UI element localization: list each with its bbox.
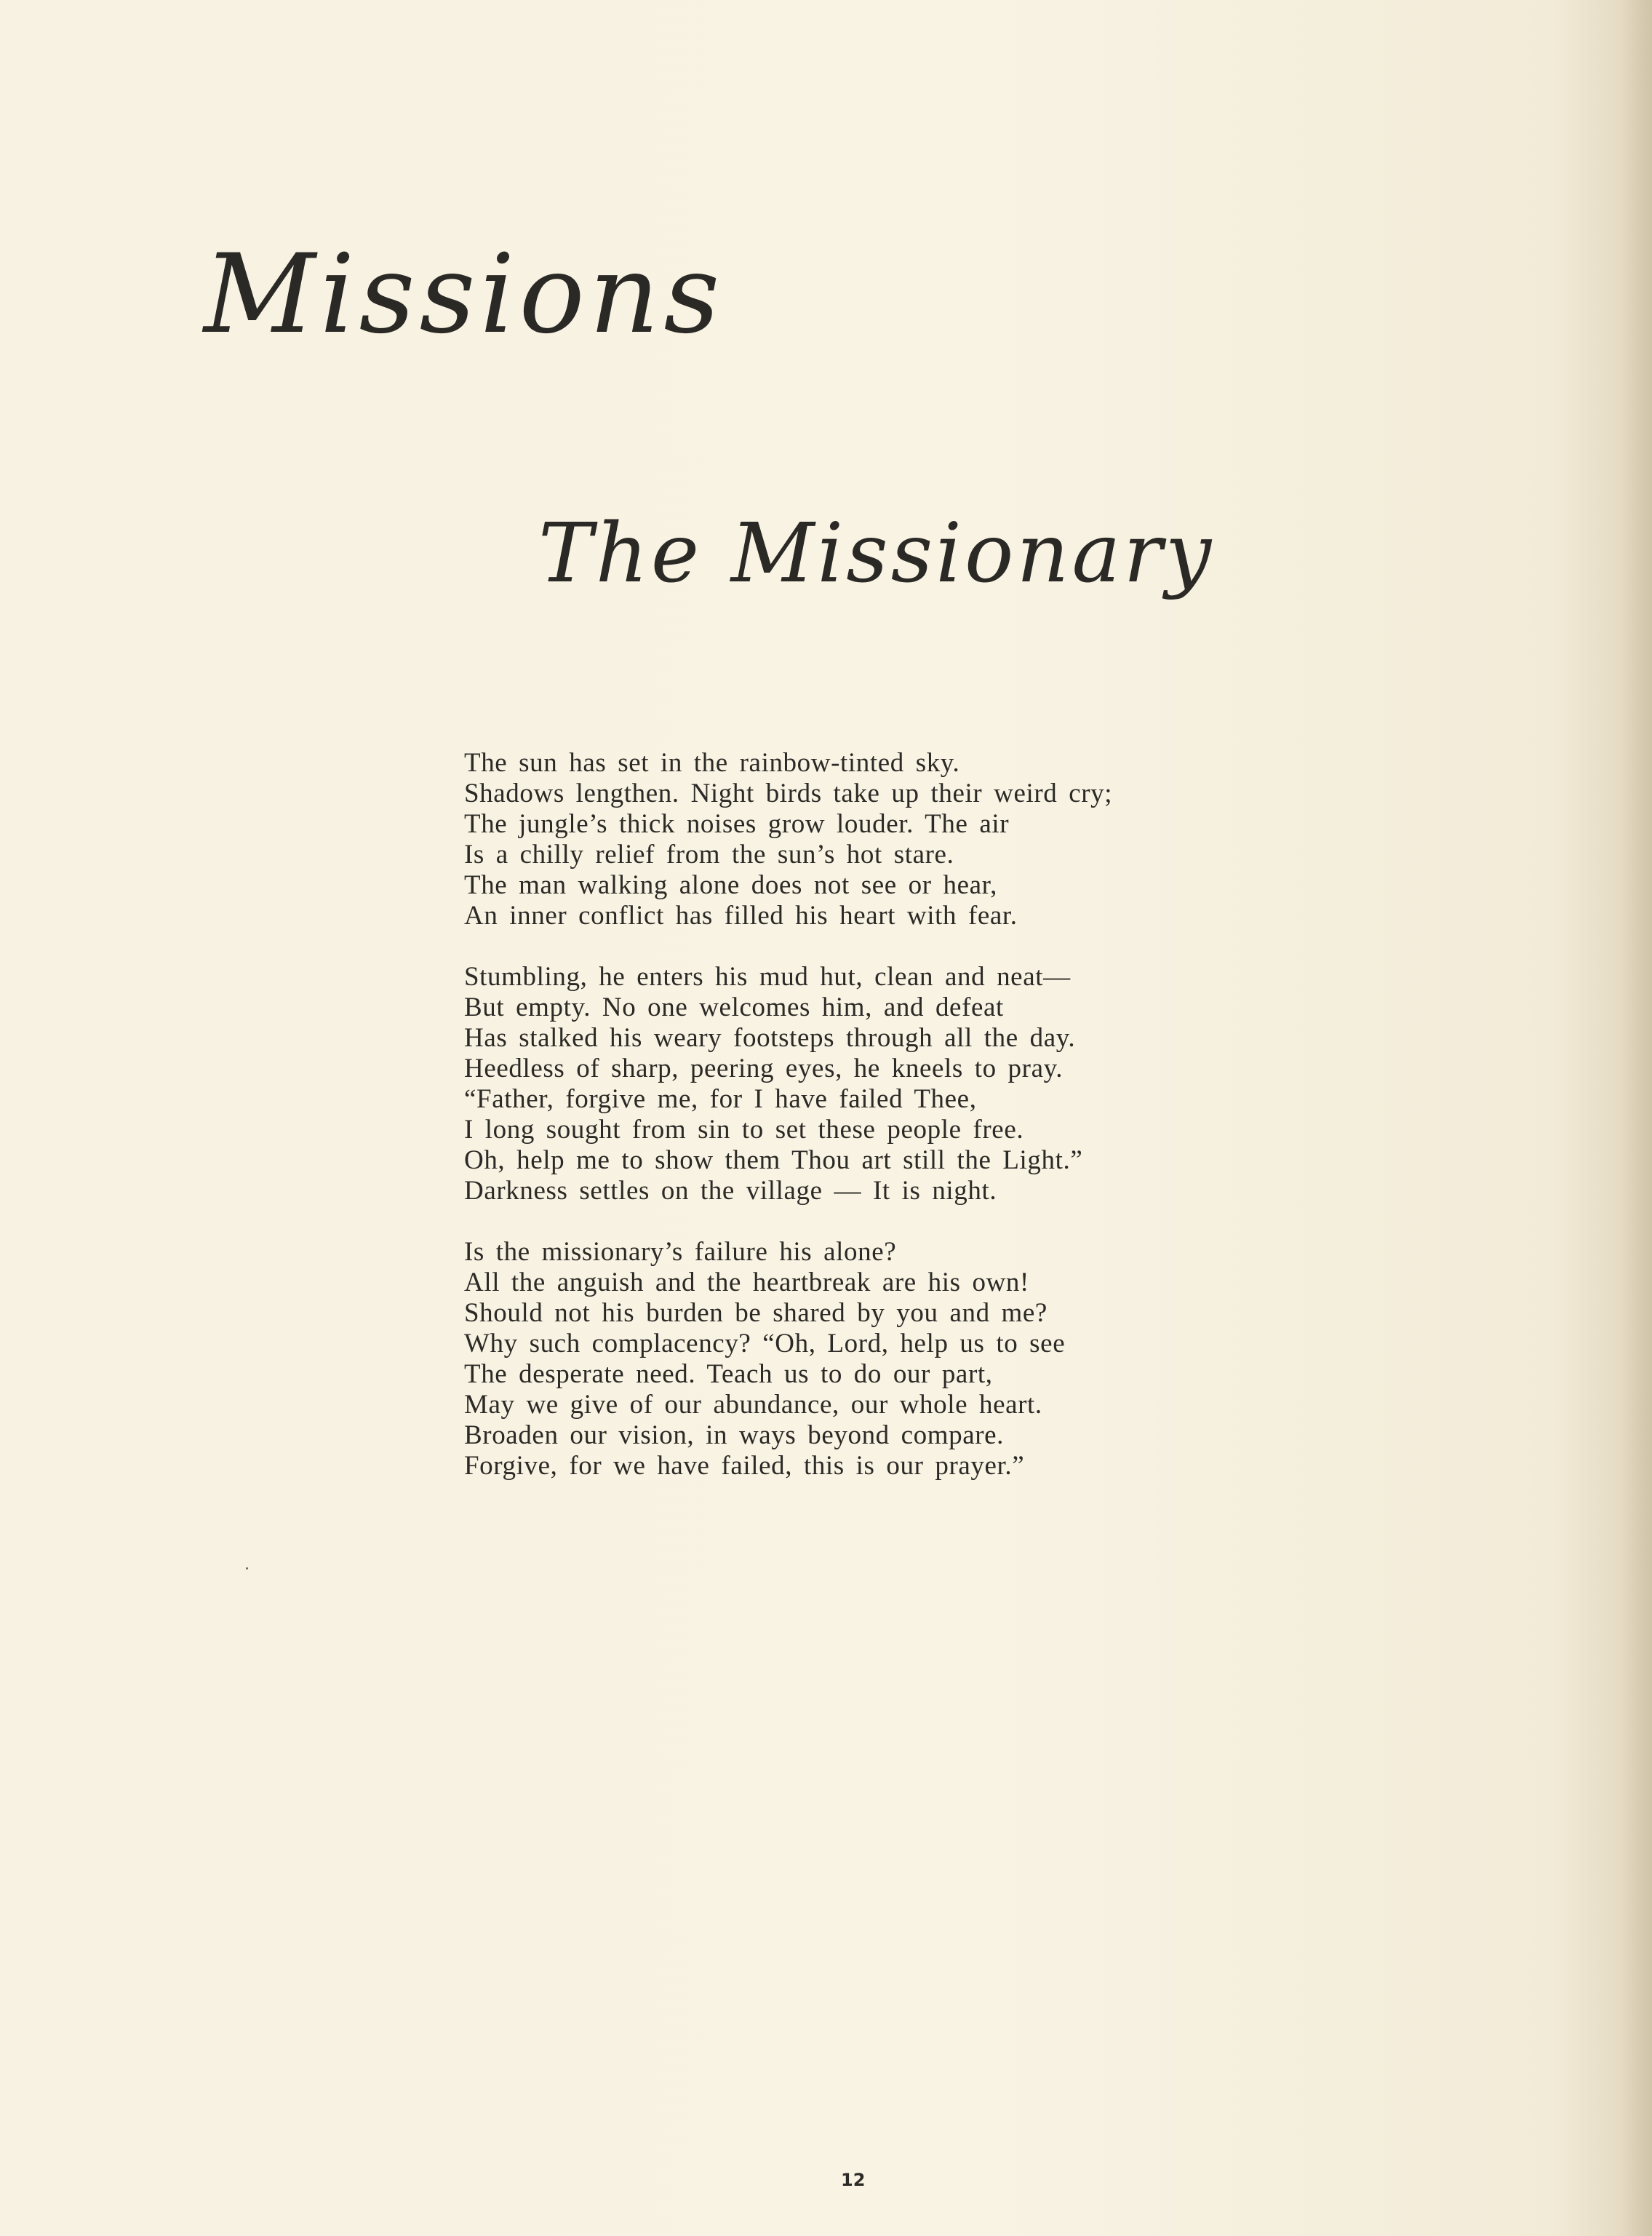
poem-line: The sun has set in the rainbow-tinted sky.	[464, 748, 960, 778]
poem-line: Why such complacency? “Oh, Lord, help us to see	[464, 1329, 1066, 1358]
poem-line: Stumbling, he enters his mud hut, clean and neat—	[464, 962, 1071, 992]
stanza-2	[464, 962, 1272, 1206]
poem-line: Is the missionary’s failure his alone?	[464, 1237, 897, 1267]
poem-line: I long sought from sin to set these people free.	[464, 1115, 1024, 1145]
paper-speck	[246, 1567, 248, 1569]
poem-line: The man walking alone does not see or hear,	[464, 870, 997, 900]
poem-line: All the anguish and the heartbreak are his own!	[464, 1268, 1029, 1297]
poem-line: But empty. No one welcomes him, and defeat	[464, 992, 1004, 1022]
poem-line: The jungle’s thick noises grow louder. The air	[464, 809, 1010, 839]
stanza-3	[464, 1237, 1272, 1481]
poem-body	[464, 748, 1272, 1512]
poem-line: Is a chilly relief from the sun’s hot stare.	[464, 840, 954, 870]
stanza-1	[464, 748, 1272, 931]
section-title: Missions	[204, 231, 725, 358]
poem-line: Has stalked his weary footsteps through all the day.	[464, 1023, 1076, 1053]
poem-line: Shadows lengthen. Night birds take up their weird cry;	[464, 779, 1113, 808]
page-number: 12	[841, 2170, 866, 2190]
poem-line: Broaden our vision, in ways beyond compare.	[464, 1420, 1005, 1450]
poem-line: “Father, forgive me, for I have failed Thee,	[464, 1084, 977, 1114]
poem-line: An inner conflict has filled his heart with fear.	[464, 901, 1018, 931]
poem-line: Heedless of sharp, peering eyes, he kneels to pray.	[464, 1054, 1064, 1083]
poem-line: Oh, help me to show them Thou art still the Light.”	[464, 1145, 1083, 1175]
poem-title: The Missionary	[538, 506, 1215, 601]
poem-line: May we give of our abundance, our whole heart.	[464, 1390, 1042, 1420]
poem-line: Forgive, for we have failed, this is our prayer.”	[464, 1451, 1025, 1481]
poem-line: Darkness settles on the village — It is night.	[464, 1176, 997, 1206]
poem-line: The desperate need. Teach us to do our part,	[464, 1359, 993, 1389]
poem-line: Should not his burden be shared by you and me?	[464, 1298, 1048, 1328]
